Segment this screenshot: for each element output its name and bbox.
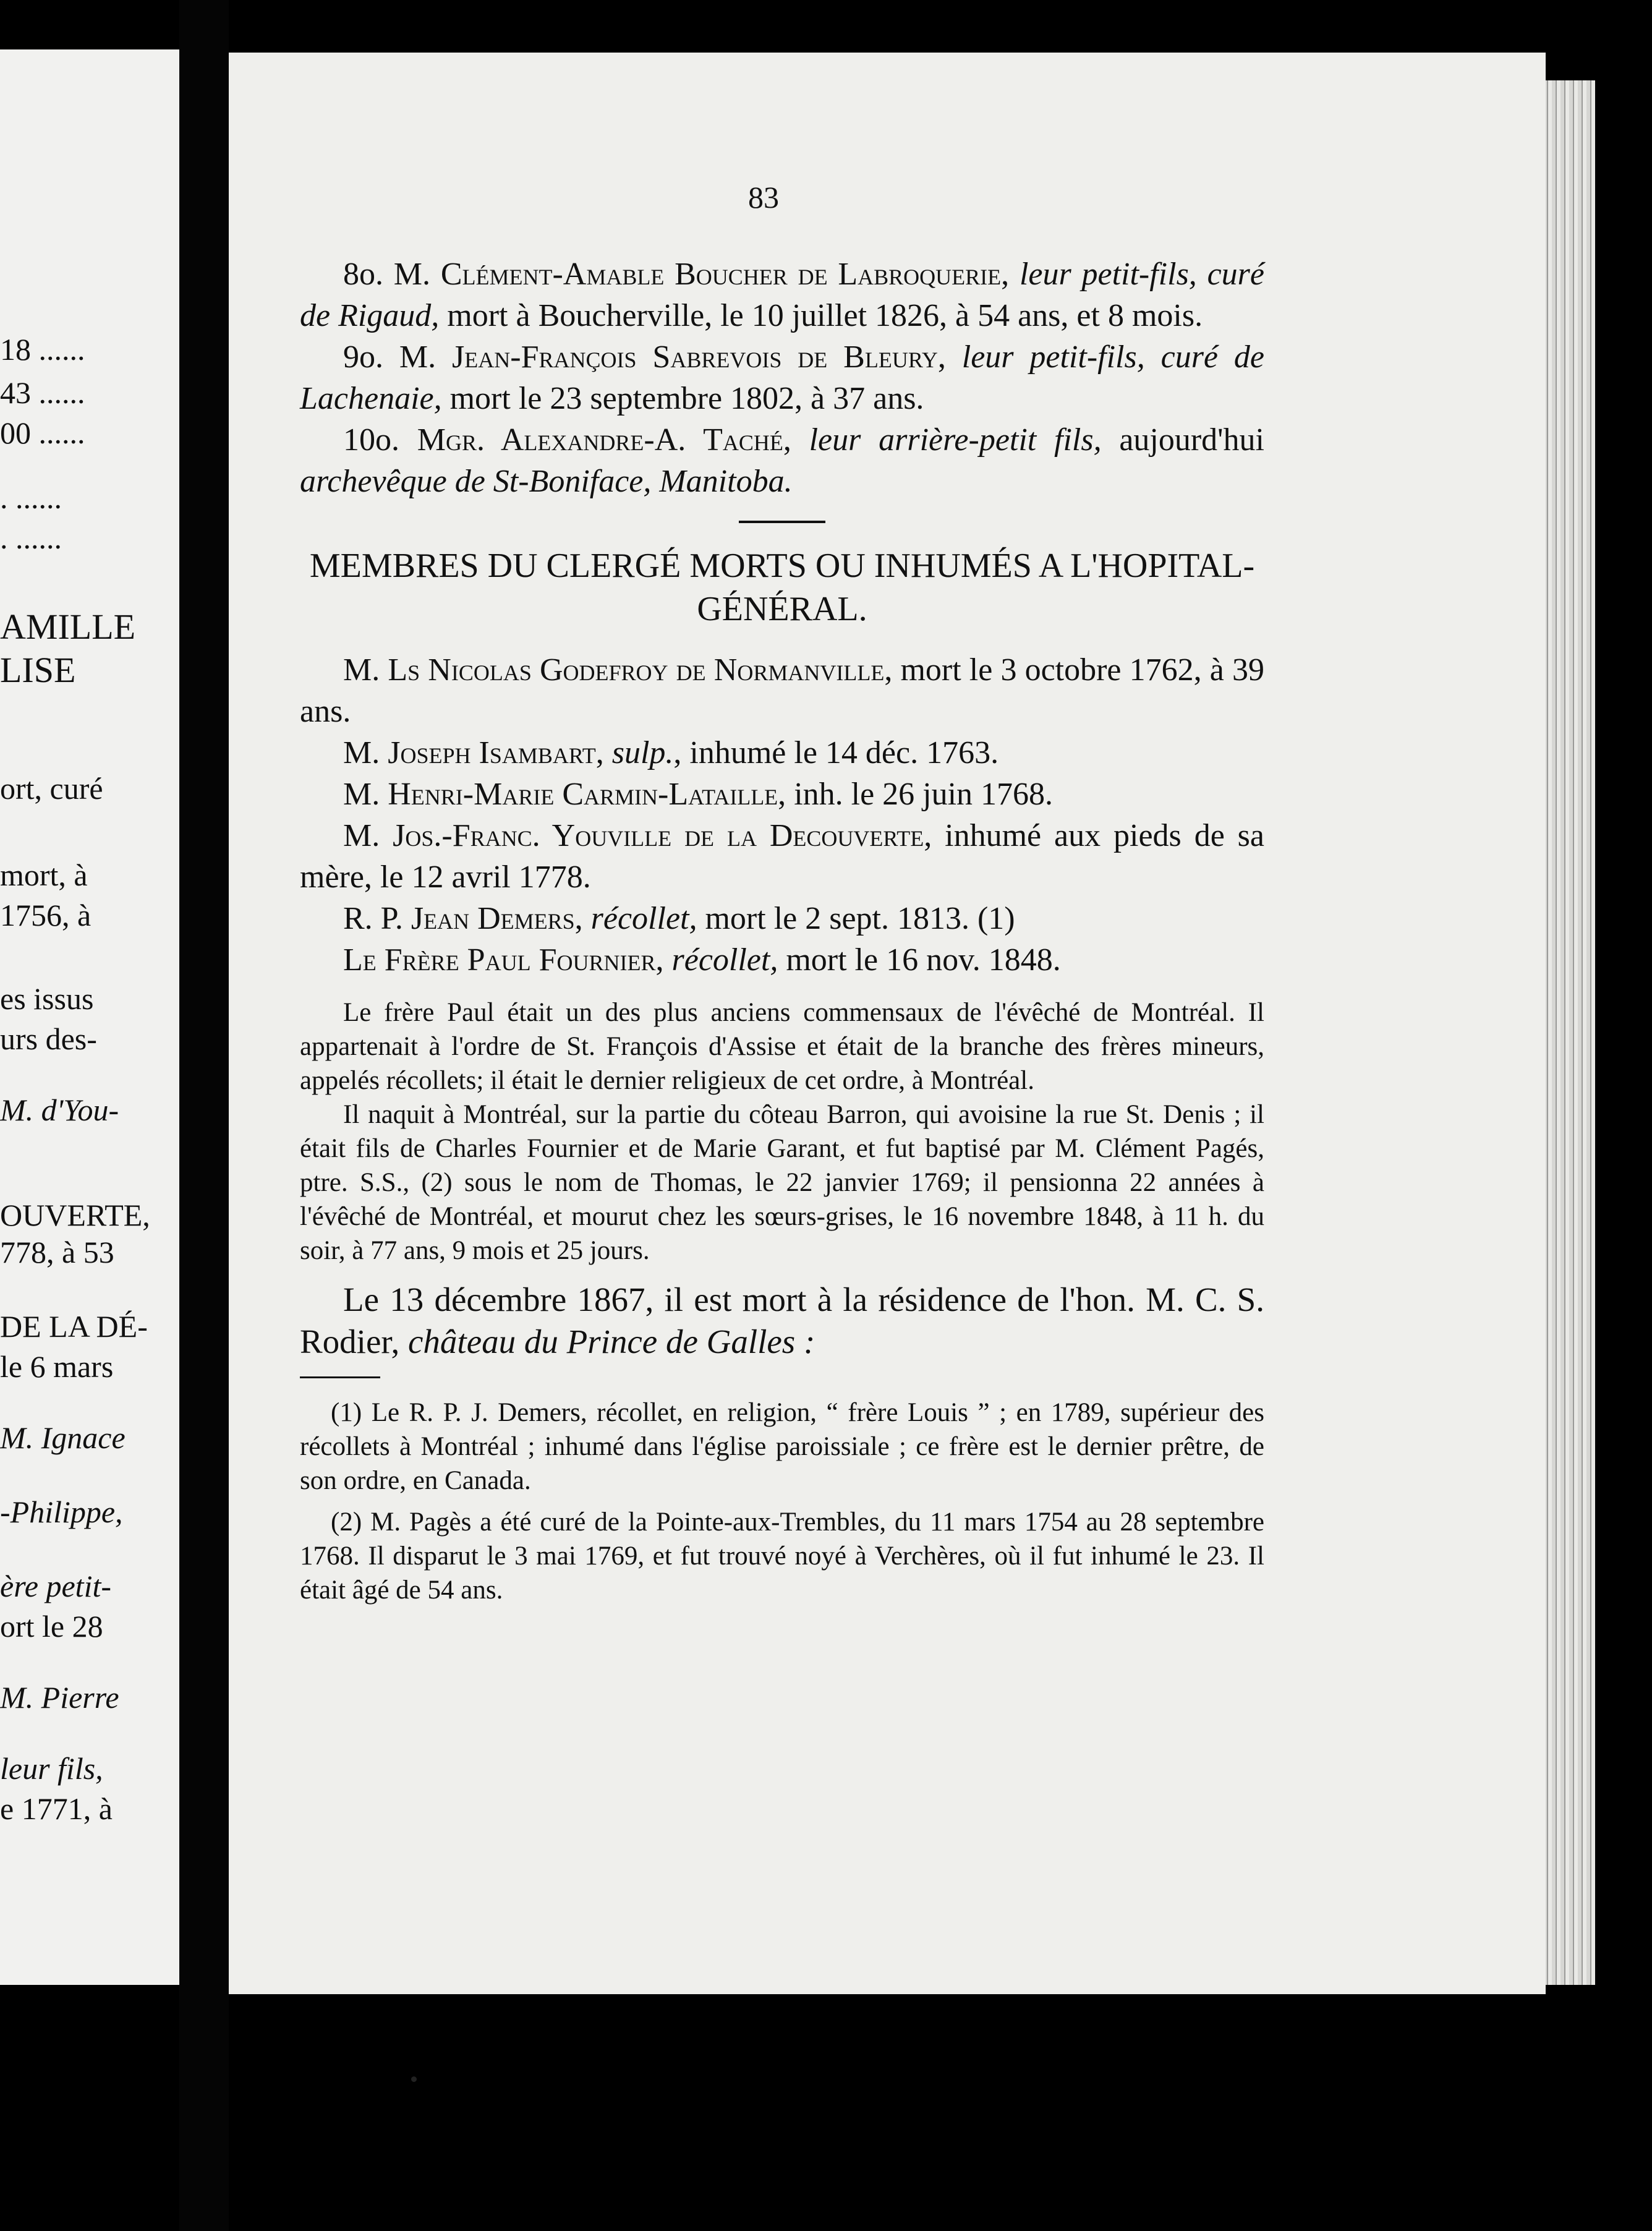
clergy-5-role: récollet, bbox=[582, 901, 697, 936]
clergy-2-text: , inhumé le 14 déc. 1763. bbox=[673, 735, 999, 770]
clergy-5-prefix: R. P. bbox=[343, 901, 411, 936]
entry-10-prefix: 10o. bbox=[343, 422, 417, 458]
facing-page bbox=[0, 49, 179, 1985]
clergy-1 bbox=[300, 649, 1264, 732]
clergy-3-text: inh. le 26 juin 1768. bbox=[786, 777, 1054, 812]
clergy-2-prefix: M. bbox=[343, 735, 388, 770]
clergy-4-prefix: M. bbox=[343, 818, 393, 853]
clergy-4 bbox=[300, 815, 1264, 898]
closing-paragraph bbox=[300, 1279, 1264, 1363]
facing-line: LISE bbox=[0, 650, 76, 690]
footnote-1: (1) Le R. P. J. Demers, récollet, en religion, “ frère Louis ” ; en 1789, supérieur des récollets à Montréal ; inhumé dans l'église paroissiale ; ce frère est le dernier prêtre, de son ordre, en Canada. bbox=[300, 1398, 1264, 1495]
facing-line: ort le 28 bbox=[0, 1609, 103, 1644]
entry-8-prefix: 8o. M. bbox=[343, 257, 441, 292]
facing-line: 1756, à bbox=[0, 898, 92, 932]
clergy-6-name: Le Frère Paul Fournier, bbox=[343, 942, 664, 978]
facing-line: M. Pierre bbox=[0, 1680, 119, 1715]
clergy-4-name: Jos.-Franc. Youville de la Decouverte, bbox=[393, 818, 932, 853]
entry-8-name: Clément-Amable Boucher de Labroquerie, bbox=[440, 257, 1010, 292]
facing-line: ère petit- bbox=[0, 1569, 112, 1603]
facing-line: AMILLE bbox=[0, 607, 136, 647]
clergy-1-name: Ls Nicolas Godefroy de Normanville, bbox=[388, 652, 893, 688]
facing-line: urs des- bbox=[0, 1022, 97, 1056]
footnote-2: (2) M. Pagès a été curé de la Pointe-aux-Trembles, du 11 mars 1754 au 28 septembre 1768. Il disparut le 3 mai 1769, et fut trouvé noyé à Verchères, où il fut inhumé le 23. Il était âgé de 54 ans. bbox=[300, 1508, 1264, 1605]
entry-10-name: Mgr. Alexandre-A. Taché, bbox=[417, 422, 791, 458]
clergy-5-name: Jean Demers, bbox=[411, 901, 583, 936]
facing-line: 778, à 53 bbox=[0, 1235, 114, 1269]
facing-line: es issus bbox=[0, 981, 94, 1016]
facing-line: ort, curé bbox=[0, 771, 103, 806]
entry-8-text: mort à Boucherville, le 10 juillet 1826, à 54 ans, et 8 mois. bbox=[439, 298, 1203, 333]
clergy-3 bbox=[300, 774, 1264, 815]
entry-8 bbox=[300, 254, 1264, 336]
note-fournier-1: Le frère Paul était un des plus anciens commensaux de l'évêché de Montréal. Il appartenait à l'ordre de St. François d'Assise et était de la branche des frères mineurs, appelés récollets; il était le dernier religieux de cet ordre, à Montréal. bbox=[300, 998, 1264, 1095]
clergy-2 bbox=[300, 732, 1264, 774]
closing-place: château du Prince de Galles : bbox=[408, 1323, 815, 1360]
entry-10 bbox=[300, 419, 1264, 502]
closing-text: Le 13 décembre 1867, il est mort à la résidence de l'hon. M. C. S. Rodier, bbox=[300, 1281, 1264, 1360]
clergy-6-text: mort le 16 nov. 1848. bbox=[778, 942, 1061, 978]
clergy-6 bbox=[300, 939, 1264, 981]
facing-line: . ...... bbox=[0, 480, 62, 515]
facing-line: leur fils, bbox=[0, 1751, 103, 1786]
clergy-1-text: mort le 3 octobre 1762, à 39 ans. bbox=[300, 652, 1264, 729]
footnote-rule bbox=[300, 1376, 380, 1378]
page-content bbox=[300, 254, 1264, 1615]
facing-line: M. Ignace bbox=[0, 1420, 126, 1455]
entry-8-role: leur petit-fils, curé de Rigaud, bbox=[300, 257, 1264, 333]
entry-10-title: archevêque de St-Boniface, Manitoba. bbox=[300, 464, 793, 499]
facing-line: e 1771, à bbox=[0, 1791, 113, 1826]
clergy-1-prefix: M. bbox=[343, 652, 388, 688]
entry-9-prefix: 9o. M. bbox=[343, 339, 453, 375]
entry-10-text: aujourd'hui bbox=[1101, 422, 1264, 458]
facing-line: . ...... bbox=[0, 521, 62, 555]
page-number: 83 bbox=[748, 180, 779, 215]
entry-9 bbox=[300, 336, 1264, 419]
clergy-3-name: Henri-Marie Carmin-Lataille, bbox=[388, 777, 786, 812]
facing-line: 18 ...... bbox=[0, 332, 85, 367]
entry-9-name: Jean-François Sabrevois de Bleury, bbox=[452, 339, 946, 375]
clergy-3-prefix: M. bbox=[343, 777, 388, 812]
clergy-4-text: inhumé aux pieds de sa mère, le 12 avril 1778. bbox=[300, 818, 1264, 895]
entry-10-role: leur arrière-petit fils, bbox=[791, 422, 1102, 458]
book-gutter bbox=[179, 0, 229, 2231]
facing-line: le 6 mars bbox=[0, 1349, 114, 1384]
clergy-2-role: sulp. bbox=[603, 735, 674, 770]
entry-9-text: mort le 23 septembre 1802, à 37 ans. bbox=[441, 381, 924, 416]
facing-line: -Philippe, bbox=[0, 1495, 123, 1529]
clergy-2-name: Joseph Isambart, bbox=[388, 735, 604, 770]
facing-line: DE LA DÉ- bbox=[0, 1309, 148, 1344]
ink-speck bbox=[411, 2076, 417, 2082]
clergy-5 bbox=[300, 898, 1264, 939]
clergy-5-text: mort le 2 sept. 1813. (1) bbox=[697, 901, 1015, 936]
entry-9-role: leur petit-fils, curé de Lachenaie, bbox=[300, 339, 1264, 416]
facing-line: 43 ...... bbox=[0, 375, 85, 410]
facing-line: M. d'You- bbox=[0, 1093, 119, 1127]
clergy-6-role: récollet, bbox=[663, 942, 778, 978]
note-fournier-2: Il naquit à Montréal, sur la partie du côteau Barron, qui avoisine la rue St. Denis ; il était fils de Charles Fournier et de Marie Garant, et fut baptisé par M. Clément Pagés, ptre. S.S., (2) sous le nom de Thomas, le 22 janvier 1769; il pensionna 22 années à l'évêché de Montréal, et mourut chez les sœurs-grises, le 16 novembre 1848, à 11 h. du soir, à 77 ans, 9 mois et 25 jours. bbox=[300, 1100, 1264, 1265]
facing-line: mort, à bbox=[0, 858, 88, 892]
section-rule bbox=[739, 521, 825, 523]
section-heading: MEMBRES DU CLERGÉ MORTS OU INHUMÉS A L'HOPITAL-GÉNÉRAL. bbox=[309, 547, 1255, 628]
facing-line: OUVERTE, bbox=[0, 1198, 150, 1232]
facing-line: 00 ...... bbox=[0, 416, 85, 450]
